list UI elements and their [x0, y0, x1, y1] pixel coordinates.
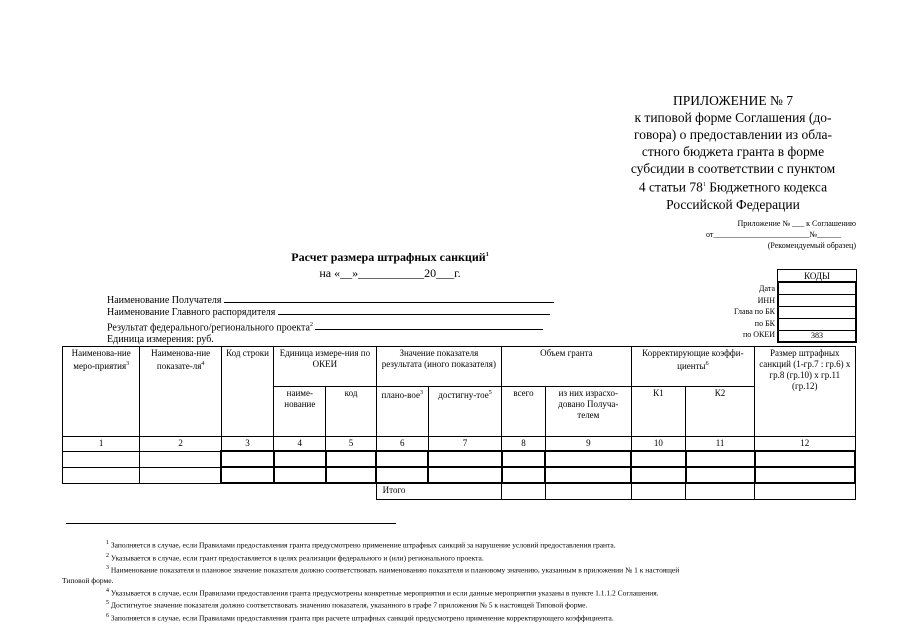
appendix-line: стного бюджета гранта в форме — [641, 144, 825, 159]
cell[interactable] — [755, 467, 855, 483]
header-penalty: Размер штрафных санкций (1-гр.7 : гр.6) х гр.8 (гр.10) х гр.11 (гр.12) — [755, 347, 855, 437]
col-number: 10 — [631, 437, 685, 452]
agreement-ref — [706, 218, 856, 251]
cell[interactable] — [755, 451, 855, 467]
appendix-line: Российской Федерации — [666, 196, 800, 212]
header-grant: Объем гранта — [502, 347, 632, 387]
fields-block — [107, 295, 554, 346]
col-number: 6 — [376, 437, 428, 452]
cell[interactable] — [631, 451, 685, 467]
manager-field[interactable]: Наименование Главного распорядителя — [107, 307, 554, 319]
footnote: $^4$ Указывается в случае, если Правилами предоставления гранта предусмотрены конкретные мероприятия и если данные мероприятия указаны в пункте 1.1.1.2 Соглашения. — [106, 587, 659, 597]
footnotes — [62, 538, 862, 623]
form-title: Расчет размера штрафных санкций$^1$ — [291, 250, 489, 264]
header-k1: К1 — [631, 387, 685, 437]
col-number: 9 — [545, 437, 631, 452]
total-cell[interactable] — [755, 483, 855, 499]
col-number: 1 — [63, 437, 140, 452]
cell[interactable] — [686, 451, 755, 467]
cell[interactable] — [545, 451, 631, 467]
code-label: по ОКЕИ — [742, 330, 775, 339]
form-title-block — [240, 250, 540, 281]
cell[interactable] — [63, 467, 140, 483]
total-cell[interactable] — [545, 483, 631, 499]
table-row — [63, 467, 856, 483]
footnote: $^3$ Наименование показателя и плановое значение показателя должно соответствовать наименованию показателя и плановому значению, указанным в приложении № 1 к настоящей — [106, 565, 680, 575]
cell[interactable] — [376, 451, 428, 467]
form-date: на «__»___________20___г. — [319, 266, 461, 280]
total-row — [63, 483, 856, 499]
code-label: ИНН — [757, 295, 775, 305]
spacer — [326, 483, 376, 499]
penalty-table — [62, 346, 856, 500]
cell[interactable] — [428, 467, 501, 483]
header-total: всего — [502, 387, 546, 437]
col-number: 12 — [755, 437, 855, 452]
codes-labels — [734, 283, 775, 341]
col-number: 3 — [221, 437, 273, 452]
appendix-line: 4 статьи $78^1$ Бюджетного кодекса — [638, 179, 828, 195]
footnote: $^5$ Достигнутое значение показателя должно соответствовать значению показателя, указанного в графе 7 приложения № 5 к настоящей Типовой форме. — [106, 600, 588, 610]
code-label: Глава по БК — [734, 307, 775, 316]
col-number: 5 — [326, 437, 376, 452]
cell[interactable] — [502, 451, 546, 467]
cell[interactable] — [63, 451, 140, 467]
cell[interactable] — [326, 467, 376, 483]
agreement-ref-line: (Рекомендуемый образец) — [767, 241, 856, 250]
header-spent: из них израсхо-довано Получа-телем — [545, 387, 631, 437]
footnote-separator — [66, 523, 396, 524]
cell[interactable] — [221, 451, 273, 467]
header-achieved: достигну-тое$^5$ — [428, 387, 501, 437]
cell[interactable] — [274, 467, 326, 483]
spacer — [63, 483, 140, 499]
cell[interactable] — [545, 467, 631, 483]
spacer — [274, 483, 326, 499]
table-row — [63, 451, 856, 467]
cell[interactable] — [274, 451, 326, 467]
cell[interactable] — [376, 467, 428, 483]
recipient-field[interactable]: Наименование Получателя — [107, 295, 554, 307]
unit-label: Единица измерения: руб. — [107, 334, 214, 346]
agreement-ref-line: Приложение № ___ к Соглашению — [737, 219, 856, 228]
appendix-line: говора) о предоставлении из обла- — [634, 127, 832, 142]
footnote: $^1$ Заполняется в случае, если Правилами предоставления гранта предусмотрено применение штрафных санкций за нарушение условий предоставления гранта. — [106, 540, 616, 550]
col-number: 2 — [140, 437, 222, 452]
col-number: 8 — [502, 437, 546, 452]
agreement-ref-line: от________________________№______ — [706, 230, 842, 239]
code-label: по БК — [754, 318, 775, 328]
header-k2: К2 — [686, 387, 755, 437]
col-number: 7 — [428, 437, 501, 452]
cell[interactable] — [502, 467, 546, 483]
codes-header: КОДЫ — [777, 269, 857, 282]
total-cell[interactable] — [502, 483, 546, 499]
col-number: 4 — [274, 437, 326, 452]
total-label: Итого — [376, 483, 501, 499]
code-value[interactable] — [779, 319, 855, 331]
header-coef: Корректирующие коэффи-циенты$^6$ — [631, 347, 754, 387]
header-value: Значение показателя результата (иного показателя) — [376, 347, 501, 387]
cell[interactable] — [326, 451, 376, 467]
code-value[interactable] — [779, 283, 855, 295]
footnote: $^6$ Заполняется в случае, если Правилами предоставления гранта при расчете штрафных санкций предусмотрено применение корректирующего коэффициента. — [106, 612, 614, 622]
footnote: Типовой форме. — [62, 575, 114, 585]
header-unit: Единица измере-ния по ОКЕИ — [274, 347, 376, 387]
cell[interactable] — [428, 451, 501, 467]
header-unit-code: код — [326, 387, 376, 437]
cell[interactable] — [631, 467, 685, 483]
spacer — [140, 483, 222, 499]
code-value[interactable] — [779, 295, 855, 307]
code-label: Дата — [759, 284, 775, 293]
code-value[interactable]: 383 — [811, 331, 823, 340]
col-number: 11 — [686, 437, 755, 452]
appendix-line: к типовой форме Соглашения (до- — [634, 110, 832, 125]
header-unit-name: наиме-нование — [274, 387, 326, 437]
header-event: Наименова-ние меро-приятия$^3$ — [63, 347, 140, 437]
footnote: $^2$ Указывается в случае, если грант предоставляется в целях реализации федерального и (или) регионального проекта. — [106, 552, 484, 562]
cell[interactable] — [140, 451, 222, 467]
code-value[interactable] — [779, 307, 855, 319]
codes-box — [777, 281, 857, 343]
column-numbers-row — [63, 437, 856, 452]
cell[interactable] — [686, 467, 755, 483]
spacer — [221, 483, 273, 499]
project-field[interactable]: Результат федерального/регионального проекта$^2$ — [107, 319, 554, 334]
header-planned: плано-вое$^3$ — [376, 387, 428, 437]
appendix-block — [608, 92, 858, 213]
header-indicator: Наименова-ние показате-$ля^4$ — [140, 347, 222, 437]
header-code: Код строки — [221, 347, 273, 437]
total-cell[interactable] — [686, 483, 755, 499]
cell[interactable] — [140, 467, 222, 483]
appendix-line: субсидии в соответствии с пунктом — [630, 161, 836, 176]
total-cell[interactable] — [631, 483, 685, 499]
cell[interactable] — [221, 467, 273, 483]
appendix-title: ПРИЛОЖЕНИЕ № 7 — [672, 93, 794, 108]
